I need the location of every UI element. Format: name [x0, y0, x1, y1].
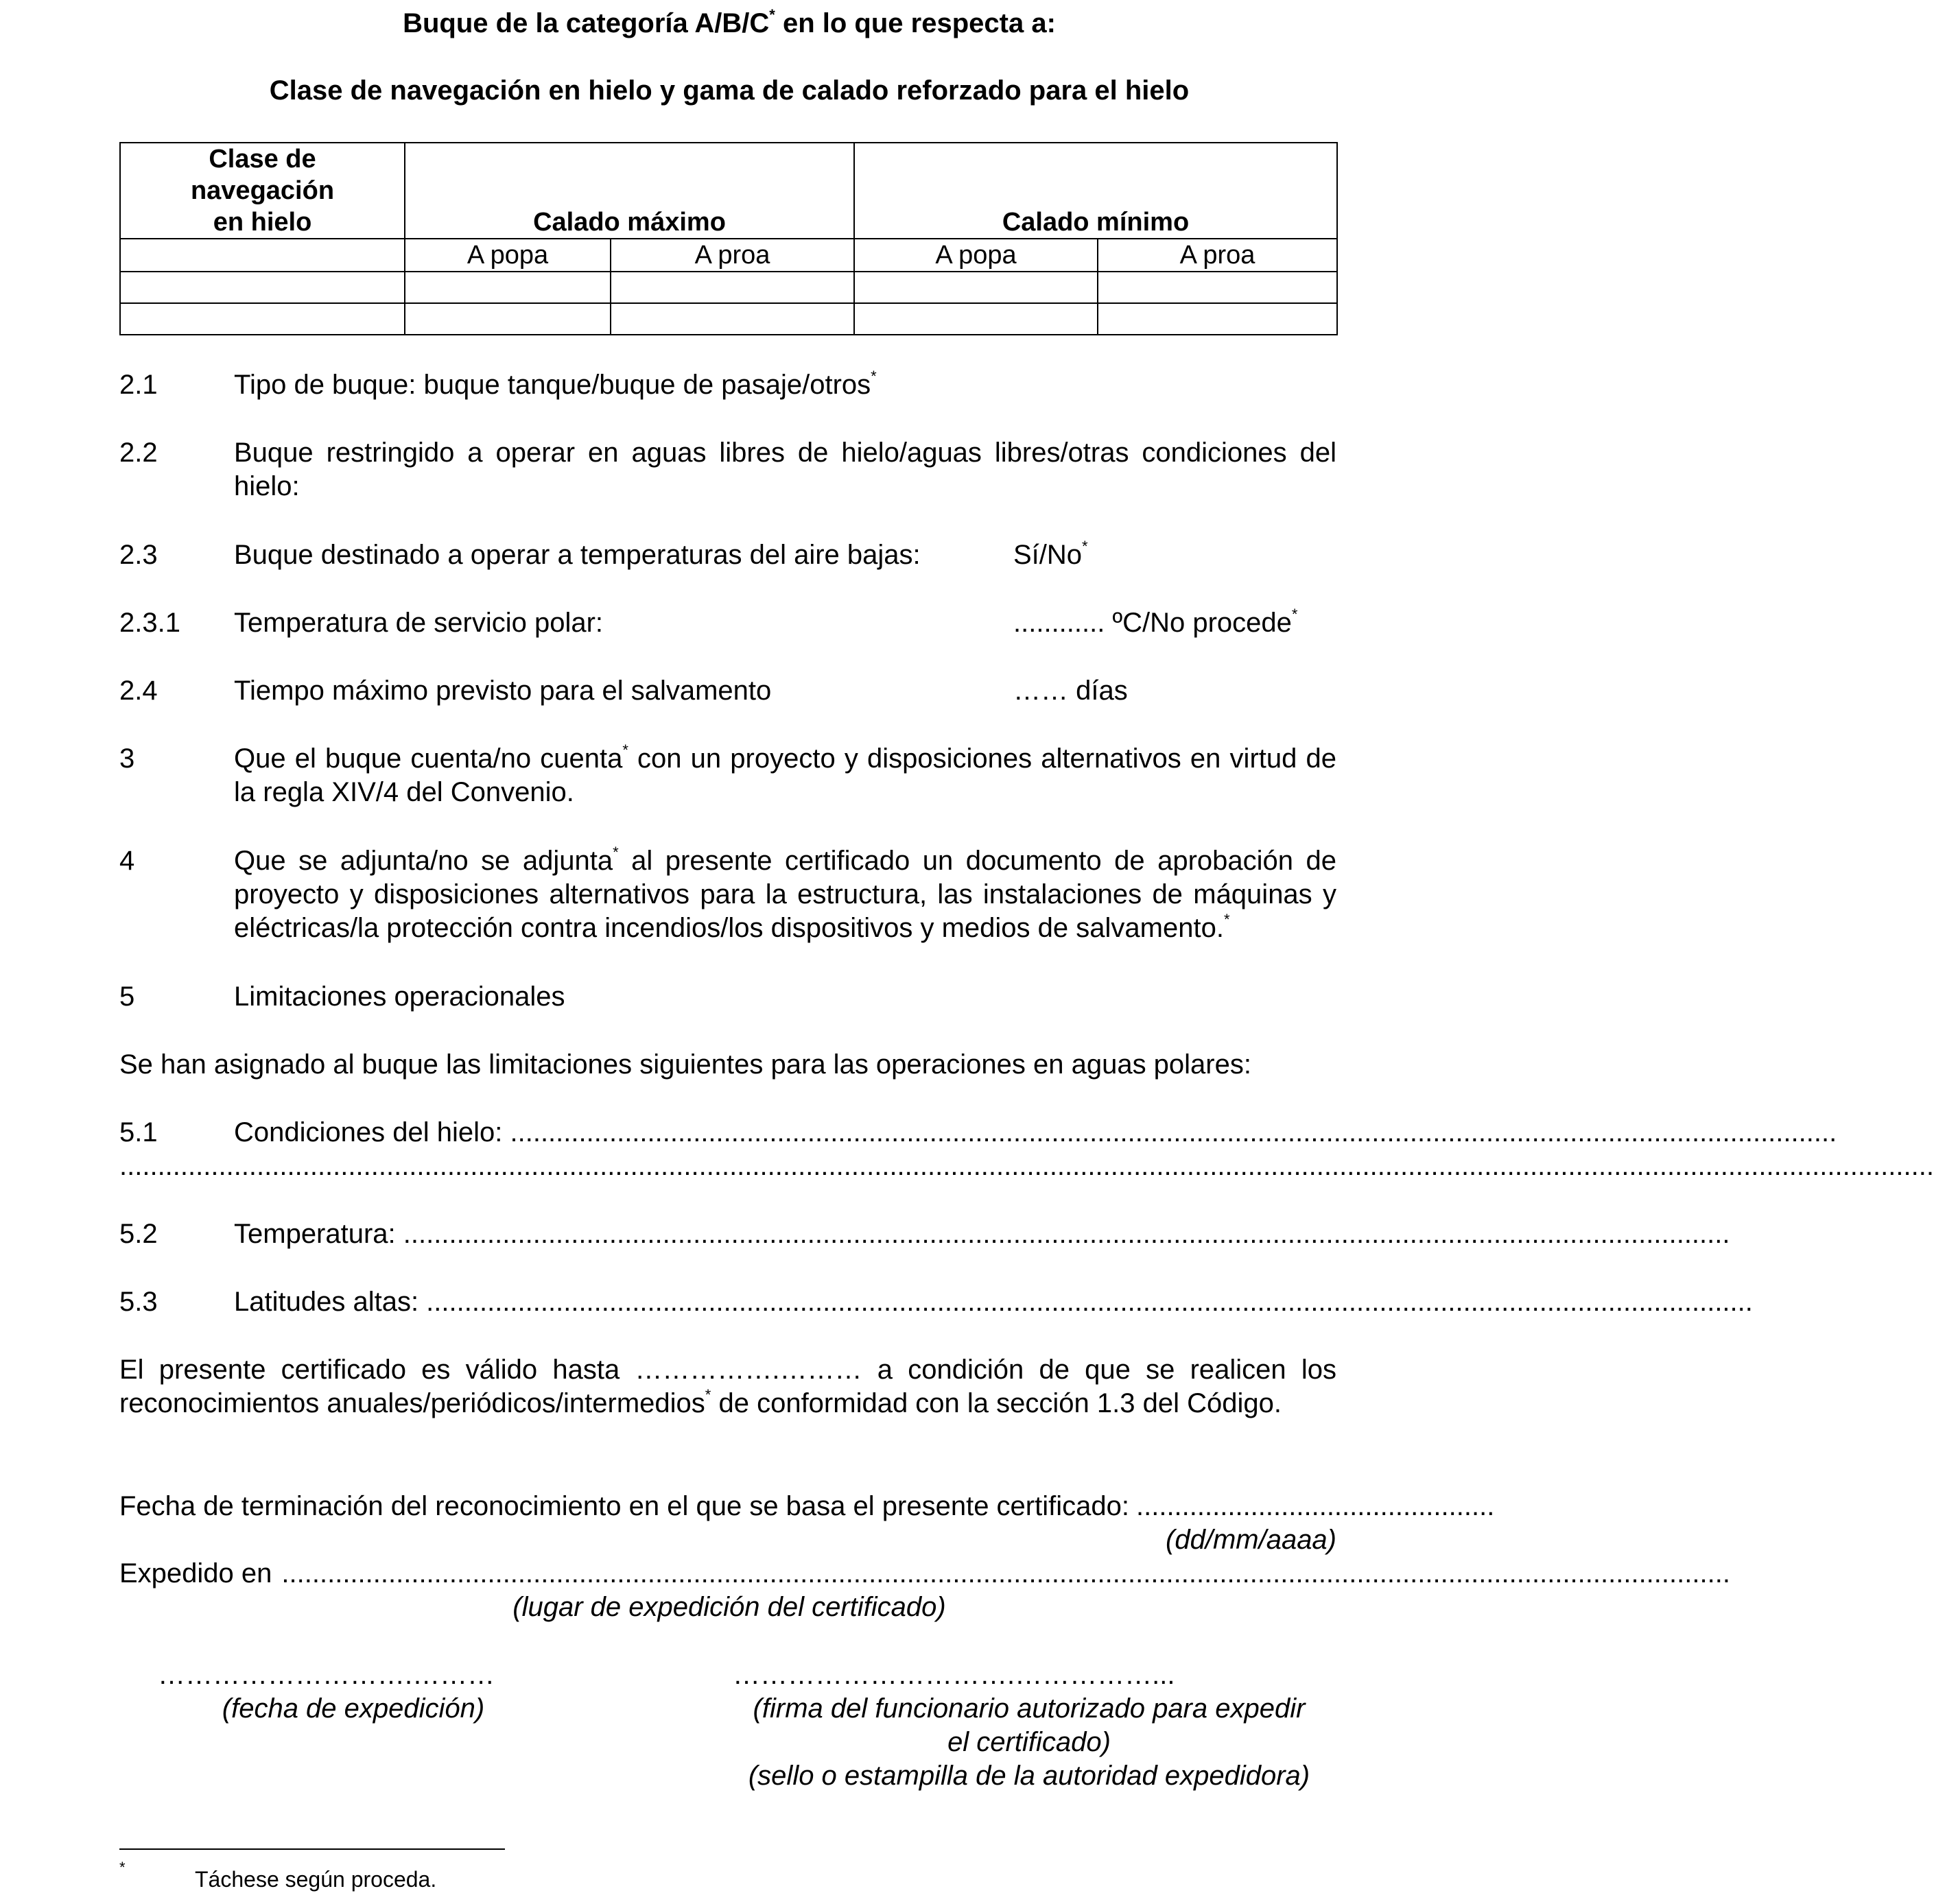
- temperature-field[interactable]: Temperatura: ..............................................................................................................................................................................: [234, 1219, 1730, 1249]
- item-number: 2.3: [119, 540, 158, 570]
- date-format-hint: (dd/mm/aaaa): [1166, 1525, 1336, 1555]
- header-min-draught: Calado mínimo: [854, 143, 1337, 239]
- rescue-time-value: …… días: [1013, 676, 1128, 706]
- issue-date-dots[interactable]: ……………………….………: [158, 1660, 495, 1690]
- subheader-max-aft: A popa: [405, 239, 611, 272]
- page-title: Buque de la categoría A/B/C* en lo que respecta a:: [403, 6, 1056, 38]
- seal-hint: (sello o estampilla de la autoridad expedidora): [748, 1761, 1310, 1791]
- issued-at-field[interactable]: ..............................................................................................................................................................................................: [281, 1558, 1730, 1588]
- ship-type-line: Tipo de buque: buque tanque/buque de pasaje/otros*: [234, 368, 877, 400]
- item-number: 2.1: [119, 370, 158, 400]
- item-number: 2.4: [119, 676, 158, 706]
- item-number: 5.1: [119, 1117, 158, 1147]
- alternative-design-line: Que el buque cuenta/no cuenta* con un proyecto y disposiciones alternativos en virtud de la regla XIV/4 del Convenio.: [234, 741, 1337, 807]
- subheader-min-fore: A proa: [1098, 239, 1337, 272]
- polar-service-temp-value: ............ ºC/No procede*: [1013, 606, 1298, 638]
- polar-service-temp-line: Temperatura de servicio polar:: [234, 608, 604, 638]
- survey-date-field[interactable]: ...............................................: [1135, 1491, 1495, 1521]
- issued-place-hint: (lugar de expedición del certificado): [512, 1592, 946, 1622]
- table-row: [120, 303, 1337, 335]
- validity-paragraph: El presente certificado es válido hasta …………….……… a condición de que se realicen los reconocimientos anuales/periódicos/intermedios* de conformidad con la sección 1.3 del Código.: [119, 1355, 1336, 1418]
- low-temp-line: Buque destinado a operar a temperaturas del aire bajas:: [234, 540, 921, 570]
- table-cell[interactable]: [1098, 272, 1337, 303]
- ice-class-table: [119, 142, 1338, 335]
- page-subtitle: Clase de navegación en hielo y gama de calado reforzado para el hielo: [269, 75, 1190, 106]
- item-number: 4: [119, 846, 135, 876]
- footnote-text: Táchese según proceda.: [195, 1867, 437, 1892]
- table-cell[interactable]: [854, 303, 1098, 335]
- issued-at-line: Expedido en ..............................................................................................................................................................................................: [119, 1557, 1336, 1591]
- footnote-divider: [119, 1848, 505, 1850]
- issue-date-hint: (fecha de expedición): [222, 1693, 485, 1724]
- table-cell: [120, 239, 405, 272]
- item-number: 5.3: [119, 1287, 158, 1317]
- item-number: 5: [119, 981, 135, 1012]
- table-cell[interactable]: [120, 272, 405, 303]
- limitations-intro: Se han asignado al buque las limitaciones siguientes para las operaciones en aguas polares:: [119, 1049, 1251, 1080]
- item-number: 2.3.1: [119, 608, 180, 638]
- header-ice-class: Clase de navegación en hielo: [120, 143, 405, 239]
- table-cell[interactable]: [854, 272, 1098, 303]
- operational-limitations-heading: Limitaciones operacionales: [234, 981, 565, 1012]
- item-number: 3: [119, 743, 135, 774]
- table-cell[interactable]: [120, 303, 405, 335]
- item-number: 5.2: [119, 1219, 158, 1249]
- ice-conditions-field[interactable]: Condiciones del hielo: ..............................................................................................................................................................................: [234, 1117, 1837, 1147]
- subheader-max-fore: A proa: [611, 239, 854, 272]
- rescue-time-line: Tiempo máximo previsto para el salvamento: [234, 676, 772, 706]
- header-max-draught: Calado máximo: [405, 143, 854, 239]
- high-latitudes-field[interactable]: Latitudes altas: ..............................................................................................................................................................................: [234, 1287, 1753, 1317]
- ice-conditions-continuation[interactable]: ..............................................................................................................................................................................................................................................: [119, 1151, 1934, 1181]
- signature-dots[interactable]: ………………………….……………...: [733, 1660, 1175, 1690]
- table-cell[interactable]: [405, 272, 611, 303]
- survey-date-line: Fecha de terminación del reconocimiento en el que se basa el presente certificado: ...............................................: [119, 1490, 1336, 1523]
- footnote-mark: *: [119, 1859, 126, 1876]
- table-cell[interactable]: [611, 272, 854, 303]
- table-cell[interactable]: [1098, 303, 1337, 335]
- approval-document-line: Que se adjunta/no se adjunta* al presente certificado un documento de aprobación de proyecto y disposiciones alternativos para la estructura, las instalaciones de máquinas y eléctricas/la protección contra incendios/los dispositivos y medios de salvamento.*: [234, 844, 1337, 943]
- low-temp-value: Sí/No*: [1013, 538, 1088, 570]
- table-cell[interactable]: [405, 303, 611, 335]
- signature-hint: (firma del funcionario autorizado para expedir el certificado): [753, 1693, 1306, 1757]
- ice-restriction-line: Buque restringido a operar en aguas libres de hielo/aguas libres/otras condiciones del hielo:: [234, 438, 1336, 501]
- table-cell[interactable]: [611, 303, 854, 335]
- item-number: 2.2: [119, 438, 158, 468]
- table-row: [120, 272, 1337, 303]
- subheader-min-aft: A popa: [854, 239, 1098, 272]
